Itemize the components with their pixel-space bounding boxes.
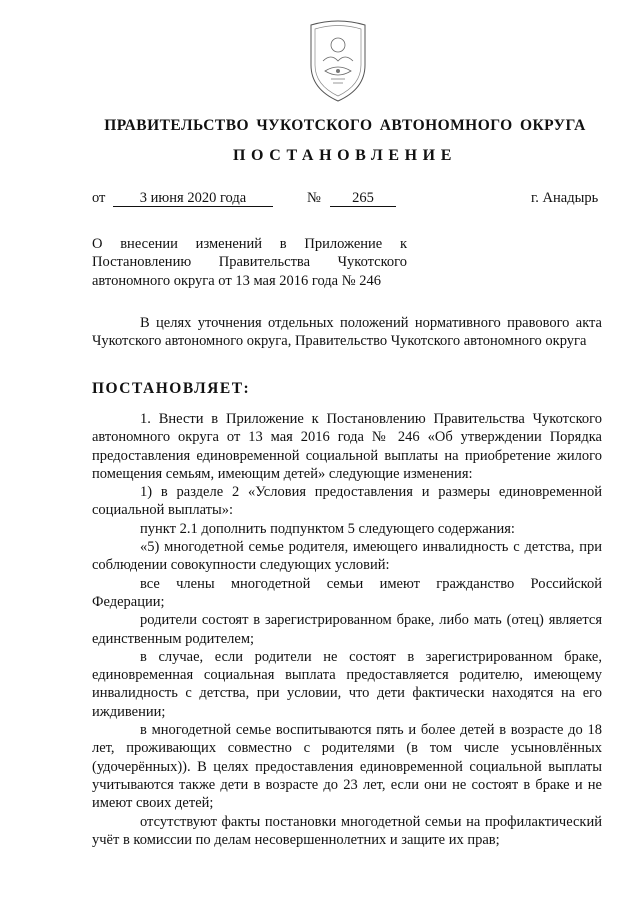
body-paragraph: в случае, если родители не состоят в зарегистрированном браке, единовременная социальная выплата предоставляется родителю, имеющему инвалидность с детства, при условии, что дети фактически находятся на его иждивении; <box>92 648 602 720</box>
date-from-label: от <box>92 190 106 206</box>
preamble <box>92 314 602 351</box>
subject-line: Постановлению Правительства Чукотского <box>92 254 407 271</box>
decree-number: 265 <box>330 190 396 207</box>
decree-body <box>92 410 602 849</box>
subject-line: О внесении изменений в Приложение к <box>92 236 407 252</box>
body-paragraph: 1. Внести в Приложение к Постановлению Правительства Чукотского автономного округа от 13 мая 2016 года № 246 «Об утверждении Порядка предоставления единовременной социальной выплаты на приобретение жилого помещения семьям, имеющим детей» следующие изменения: <box>92 411 602 482</box>
subject-line: автономного округа от 13 мая 2016 года № 246 <box>92 272 381 289</box>
preamble-text: В целях уточнения отдельных положений нормативного правового акта Чукотского автономного округа, Правительство Чукотского автономного округа <box>92 315 602 350</box>
government-title: ПРАВИТЕЛЬСТВО ЧУКОТСКОГО АВТОНОМНОГО ОКРУГА <box>104 117 586 134</box>
body-paragraph: все члены многодетной семьи имеют гражданство Российской Федерации; <box>92 575 602 610</box>
city-name: г. Анадырь <box>531 190 599 206</box>
body-paragraph: 1) в разделе 2 «Условия предоставления и размеры единовременной социальной выплаты»: <box>92 484 602 519</box>
decree-date: 3 июня 2020 года <box>113 190 273 207</box>
body-paragraph: родители состоят в зарегистрированном браке, либо мать (отец) является единственным родителем; <box>92 612 602 647</box>
coat-of-arms-icon <box>301 15 375 105</box>
body-paragraph: пункт 2.1 дополнить подпунктом 5 следующего содержания: <box>140 520 515 537</box>
body-paragraph: отсутствуют факты постановки многодетной семьи на профилактический учёт в комиссии по делам несовершеннолетних и защите их прав; <box>92 813 602 848</box>
number-label: № <box>307 190 321 206</box>
resolves-heading: ПОСТАНОВЛЯЕТ: <box>92 380 251 397</box>
decree-title: ПОСТАНОВЛЕНИЕ <box>233 147 457 164</box>
body-paragraph: «5) многодетной семье родителя, имеющего инвалидность с детства, при соблюдении совокупности следующих условий: <box>92 539 602 574</box>
body-paragraph: в многодетной семье воспитываются пять и более детей в возрасте до 18 лет, проживающих совместно с родителями (в том числе усыновлённых (удочерённых)). В целях предоставления единовременной социальной выплаты учитываются также дети в возрасте до 23 лет, если они не состоят в браке и не имеют своих детей; <box>92 722 602 812</box>
decree-subject <box>92 235 407 290</box>
